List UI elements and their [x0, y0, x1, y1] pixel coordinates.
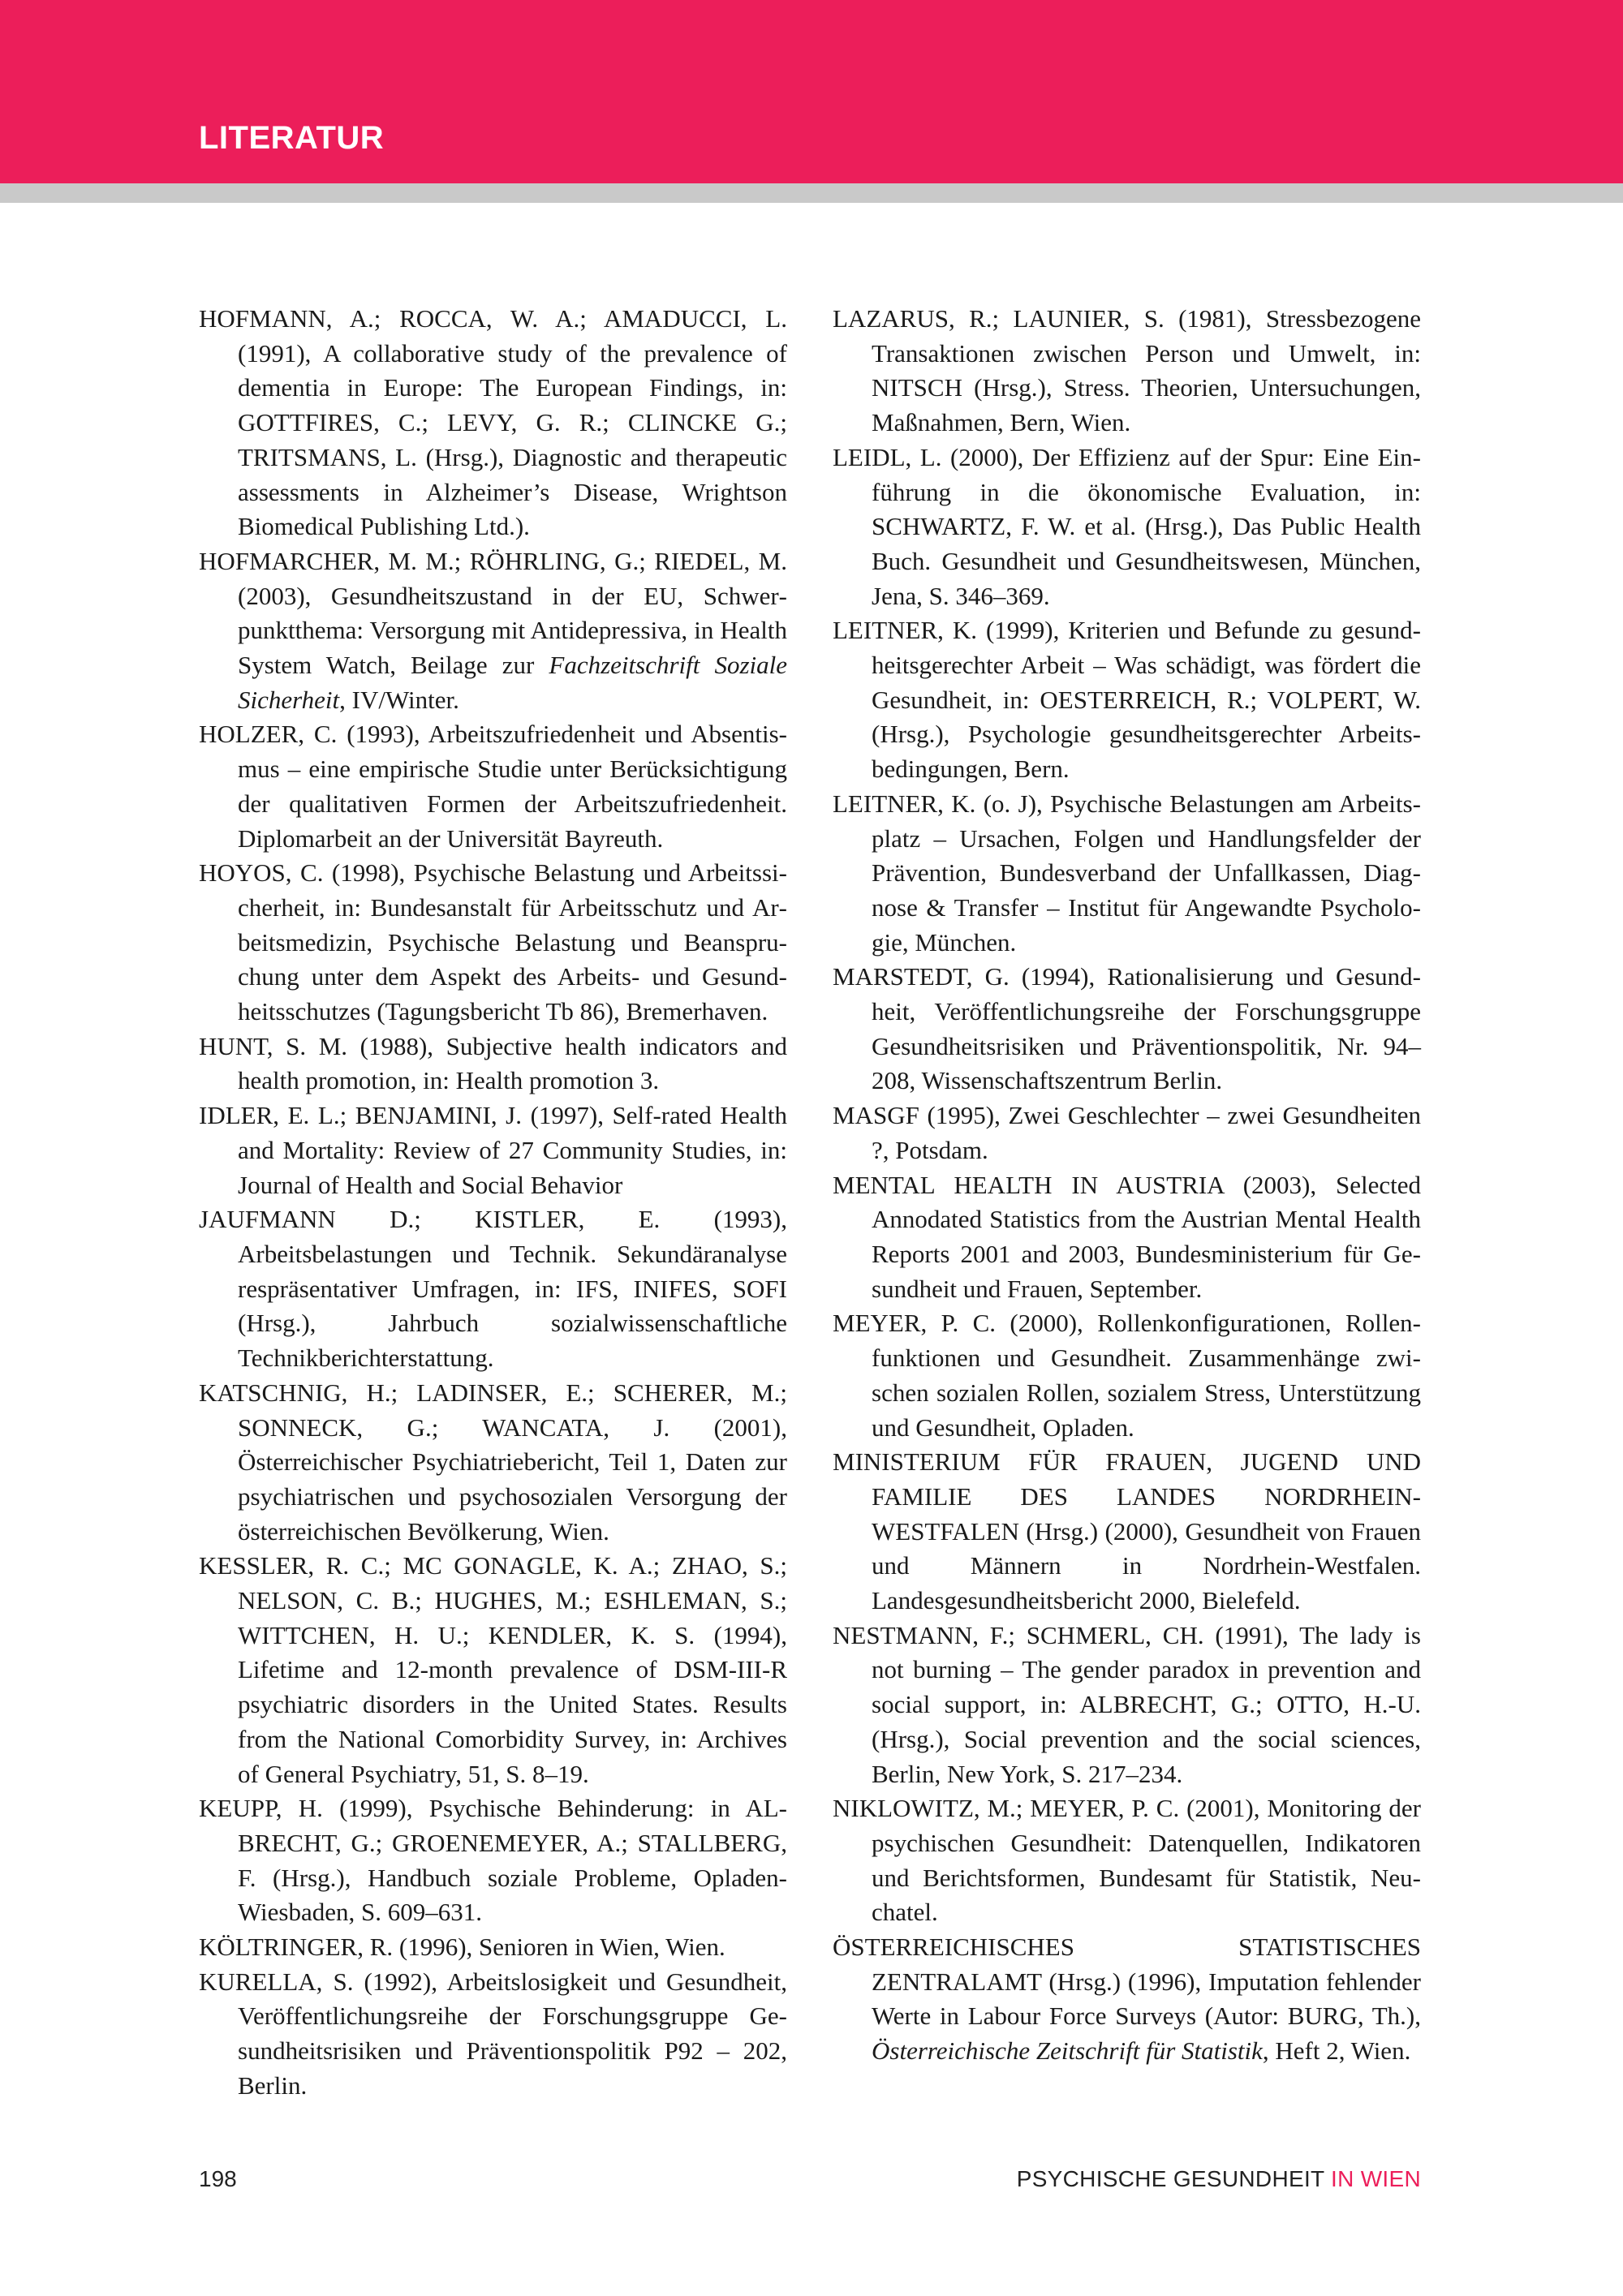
footer-publication-title [1017, 2166, 1421, 2192]
reference-entry: MEYER, P. C. (2000), Rollenkonfigurationen, Rollenfunktionen und Gesundheit. Zusammenhänge zwischen sozialen Rollen, sozialem Stress, Unterstützung und Gesundheit, Opladen. [833, 1309, 1421, 1442]
reference-entry: MASGF (1995), Zwei Geschlechter – zwei Gesundheiten ?, Potsdam. [833, 1101, 1421, 1164]
footer-title-accent: IN WIEN [1331, 2166, 1421, 2191]
reference-entry: MINISTERIUM FÜR FRAUEN, JUGEND UND FAMILIE DES LANDES NORDRHEIN-WESTFALEN (Hrsg.) (2000), Gesundheit von Frauen und Männern in Nordrhein-Westfalen. Landesgesundheitsbericht 2000, Bielefeld. [833, 1447, 1421, 1615]
reference-entry: KURELLA, S. (1992), Arbeitslosigkeit und Gesundheit, Veröffentlichungsreihe der Forschungsgruppe Gesundheitsrisiken und Präventionspolitik P92 – 202, Berlin. [199, 1967, 787, 2100]
reference-entry: HOFMARCHER, M. M.; RÖHRLING, G.; RIEDEL, M. (2003), Gesundheitszustand in der EU, Schwerpunktthema: Versorgung mit Antidepressiva, in Health System Watch, Beilage zur Fachzeitschrift Soziale Sicherheit, IV/Winter. [199, 546, 787, 714]
reference-entry: HOFMANN, A.; ROCCA, W. A.; AMADUCCI, L. (1991), A collaborative study of the prevalence of dementia in Europe: The European Findings, in: GOTTFIRES, C.; LEVY, G. R.; CLINCKE G.; TRITSMANS, L. (Hrsg.), Diagnostic and therapeutic assessments in Alzheimer’s Disease, Wrightson Biomedical Publishing Ltd.). [199, 304, 787, 541]
reference-entry: HOLZER, C. (1993), Arbeitszufriedenheit und Absentismus – eine empirische Studie unter Berücksichtigung der qualitativen Formen der Arbeitszufriedenheit. Diplomarbeit an der Universität Bayreuth. [199, 720, 787, 853]
reference-entry: ÖSTERREICHISCHES STATISTISCHES ZENTRALAMT (Hrsg.) (1996), Imputation fehlender Werte in Labour Force Surveys (Autor: BURG, Th.), Österreichische Zeitschrift für Statistik, Heft 2, Wien. [833, 1933, 1421, 2066]
reference-entry: JAUFMANN D.; KISTLER, E. (1993), Arbeitsbelastungen und Technik. Sekundäranalyse respräsentativer Umfragen, in: IFS, INIFES, SOFI (Hrsg.), Jahrbuch sozialwissenschaftliche Technikberichterstattung. [199, 1205, 787, 1373]
reference-entry: NESTMANN, F.; SCHMERL, CH. (1991), The lady is not burning – The gender paradox in prevention and social support, in: ALBRECHT, G.; OTTO, H.-U. (Hrsg.), Social prevention and the social sciences, Berlin, New York, S. 217–234. [833, 1620, 1421, 1788]
reference-column-right [833, 302, 1421, 2069]
reference-entry: LEITNER, K. (1999), Kriterien und Befunde zu gesundheitsgerechter Arbeit – Was schädigt, was fördert die Gesundheit, in: OESTERREICH, R.; VOLPERT, W. (Hrsg.), Psychologie gesundheitsgerechter Arbeitsbedingungen, Bern. [833, 616, 1421, 784]
reference-entry: KEUPP, H. (1999), Psychische Behinderung: in ALBRECHT, G.; GROENEMEYER, A.; STALLBERG, F. (Hrsg.), Handbuch soziale Probleme, Opladen-Wiesbaden, S. 609–631. [199, 1794, 787, 1927]
reference-entry: MENTAL HEALTH IN AUSTRIA (2003), Selected Annodated Statistics from the Austrian Mental Health Reports 2001 and 2003, Bundesministerium für Gesundheit und Frauen, September. [833, 1170, 1421, 1303]
reference-entry: LEITNER, K. (o. J), Psychische Belastungen am Arbeitsplatz – Ursachen, Folgen und Handlungsfelder der Prävention, Bundesverband der Unfallkassen, Diagnose & Transfer – Institut für Angewandte Psychologie, München. [833, 789, 1421, 957]
reference-column-left [199, 302, 787, 2104]
reference-entry: HUNT, S. M. (1988), Subjective health indicators and health promotion, in: Health promotion 3. [199, 1031, 787, 1095]
reference-entry: LAZARUS, R.; LAUNIER, S. (1981), Stressbezogene Transaktionen zwischen Person und Umwelt, in: NITSCH (Hrsg.), Stress. Theorien, Untersuchungen, Maßnahmen, Bern, Wien. [833, 304, 1421, 437]
reference-entry: KESSLER, R. C.; MC GONAGLE, K. A.; ZHAO, S.; NELSON, C. B.; HUGHES, M.; ESHLEMAN, S.; WITTCHEN, H. U.; KENDLER, K. S. (1994), Lifetime and 12-month prevalence of DSM-III-R psychiatric disorders in the United States. Results from the National Comorbidity Survey, in: Archives of General Psychiatry, 51, S. 8–19. [199, 1551, 787, 1788]
reference-entry: KÖLTRINGER, R. (1996), Senioren in Wien, Wien. [199, 1933, 725, 1962]
page-title: LITERATUR [199, 120, 385, 156]
reference-entry: IDLER, E. L.; BENJAMINI, J. (1997), Self-rated Health and Mortality: Review of 27 Community Studies, in: Journal of Health and Social Behavior [199, 1101, 787, 1199]
footer-title-main: PSYCHISCHE GESUNDHEIT [1016, 2166, 1332, 2191]
page-number: 198 [199, 2166, 237, 2191]
reference-entry: HOYOS, C. (1998), Psychische Belastung und Arbeitssicherheit, in: Bundesanstalt für Arbeitsschutz und Arbeitsmedizin, Psychische Belastung und Beanspruchung unter dem Aspekt des Arbeits- und Gesundheitsschutzes (Tagungsbericht Tb 86), Bremerhaven. [199, 858, 787, 1026]
reference-entry: MARSTEDT, G. (1994), Rationalisierung und Gesundheit, Veröffentlichungsreihe der Forschungsgruppe Gesundheitsrisiken und Präventionspolitik, Nr. 94–208, Wissenschaftszentrum Berlin. [833, 962, 1421, 1095]
reference-entry: NIKLOWITZ, M.; MEYER, P. C. (2001), Monitoring der psychischen Gesundheit: Datenquellen, Indikatoren und Berichtsformen, Bundesamt für Statistik, Neuchatel. [833, 1794, 1421, 1927]
header-rule [0, 183, 1623, 203]
reference-entry: LEIDL, L. (2000), Der Effizienz auf der Spur: Eine Einführung in die ökonomische Evaluation, in: SCHWARTZ, F. W. et al. (Hrsg.), Das Public Health Buch. Gesundheit und Gesundheitswesen, München, Jena, S. 346–369. [833, 442, 1421, 610]
reference-entry: KATSCHNIG, H.; LADINSER, E.; SCHERER, M.; SONNECK, G.; WANCATA, J. (2001), Österreichischer Psychiatriebericht, Teil 1, Daten zur psychiatrischen und psychosozialen Versorgung der österreichischen Bevölkerung, Wien. [199, 1378, 787, 1546]
